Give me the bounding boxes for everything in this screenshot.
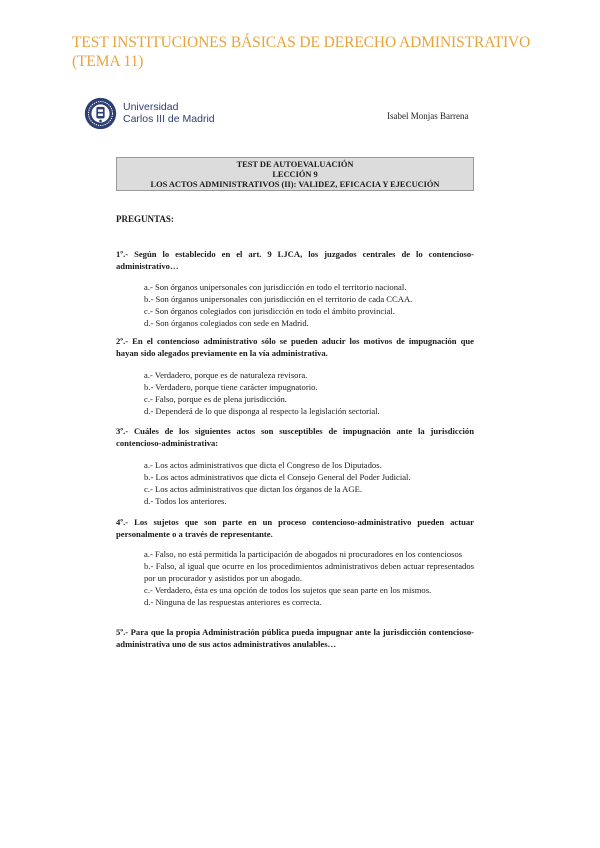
option-d: d.- Todos los anteriores. [144,496,227,506]
option-d: d.- Ninguna de las respuestas anteriores es correcta. [144,597,322,607]
question-2-options [144,369,474,417]
question-4-options [144,548,474,608]
option-a: a.- Son órganos unipersonales con jurisdicción en todo el territorio nacional. [144,282,407,292]
university-seal-icon [84,97,117,130]
banner-lesson: LECCIÓN 9 [272,170,318,179]
question-3-options [144,459,474,507]
banner-topic: LOS ACTOS ADMINISTRATIVOS (II): VALIDEZ, EFICACIA Y EJECUCIÓN [150,180,440,189]
option-a: a.- Verdadero, porque es de naturaleza revisora. [144,370,308,380]
section-heading: PREGUNTAS: [116,214,174,224]
option-a: a.- Falso, no está permitida la participación de abogados ni procuradores en los contenciosos [144,549,463,559]
author-name: Isabel Monjas Barrena [387,111,469,121]
option-b: b.- Falso, al igual que ocurre en los procedimientos administrativos deben actuar representados por un procurador y asistidos por un abogado. [144,561,474,583]
option-d: d.- Son órganos colegiados con sede en Madrid. [144,318,309,328]
question-5: 5º.- Para que la propia Administración pública pueda impugnar ante la jurisdicción contencioso-administrativa uno de sus actos administrativos anulables… [116,627,474,649]
university-logo [84,97,215,130]
option-c: c.- Los actos administrativos que dictan los órganos de la AGE. [144,484,362,494]
option-c: c.- Verdadero, ésta es una opción de todos los sujetos que sean parte en los mismos. [144,585,432,595]
option-c: c.- Son órganos colegiados con jurisdicción en todo el ámbito provincial. [144,306,395,316]
question-4: 4º.- Los sujetos que son parte en un proceso contencioso-administrativo pueden actuar personalmente o a través de representante. [116,517,474,539]
option-b: b.- Verdadero, porque tiene carácter impugnatorio. [144,382,318,392]
document-title: TEST INSTITUCIONES BÁSICAS DE DERECHO ADMINISTRATIVO (TEMA 11) [72,34,531,70]
banner-title: TEST DE AUTOEVALUACIÓN [236,160,354,169]
option-d: d.- Dependerá de lo que disponga al respecto la legislación sectorial. [144,406,380,416]
question-1-options [144,281,474,329]
option-b: b.- Los actos administrativos que dicta el Consejo General del Poder Judicial. [144,472,411,482]
option-c: c.- Falso, porque es de plena jurisdicción. [144,394,287,404]
question-1: 1º.- Según lo establecido en el art. 9 LJCA, los juzgados centrales de lo contencioso-administrativo… [116,249,474,271]
test-banner [116,157,474,191]
option-a: a.- Los actos administrativos que dicta el Congreso de los Diputados. [144,460,382,470]
question-2: 2º.- En el contencioso administrativo sólo se pueden aducir los motivos de impugnación que hayan sido alegados previamente en la vía administrativa. [116,336,474,358]
question-3: 3º.- Cuáles de los siguientes actos son susceptibles de impugnación ante la jurisdicción contencioso-administrativa: [116,426,474,448]
logo-line-university: Universidad [123,101,179,113]
logo-line-name: Carlos III de Madrid [123,112,215,125]
option-b: b.- Son órganos unipersonales con jurisdicción en el territorio de cada CCAA. [144,294,413,304]
